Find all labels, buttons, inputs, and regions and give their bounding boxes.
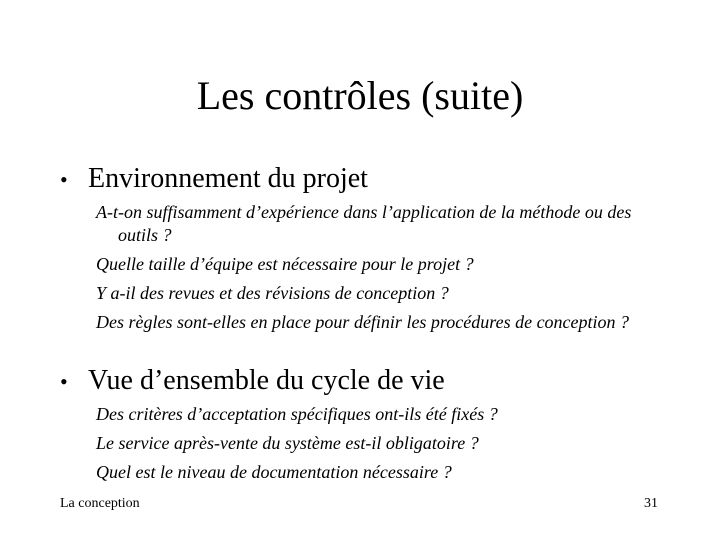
- bullet-icon: •: [60, 167, 68, 192]
- sub-item: Le service après-vente du système est-il obligatoire ?: [96, 433, 479, 453]
- bullet-icon: •: [60, 369, 68, 394]
- section-cycle-de-vie: [60, 364, 680, 490]
- page-number: 31: [644, 496, 658, 511]
- slide-title: Les contrôles (suite): [196, 73, 524, 118]
- section-environnement-projet: [60, 162, 680, 340]
- sub-item-list: [96, 403, 680, 484]
- sub-item: Y a-il des revues et des révisions de conception ?: [96, 283, 449, 303]
- sub-item: Des critères d’acceptation spécifiques ont-ils été fixés ?: [96, 404, 498, 424]
- sub-item: Des règles sont-elles en place pour définir les procédures de conception ?: [96, 312, 630, 332]
- sub-item: Quelle taille d’équipe est nécessaire pour le projet ?: [96, 254, 474, 274]
- sub-item: A-t-on suffisamment d’expérience dans l’application de la méthode ou des outils ?: [96, 202, 632, 245]
- bullet-heading: [60, 162, 680, 197]
- sub-item: Quel est le niveau de documentation nécessaire ?: [96, 462, 452, 482]
- footer-label: La conception: [60, 496, 140, 511]
- section-heading: Vue d’ensemble du cycle de vie: [88, 365, 445, 396]
- sub-item-list: [96, 201, 680, 334]
- section-heading: Environnement du projet: [88, 163, 368, 194]
- bullet-heading: [60, 364, 680, 399]
